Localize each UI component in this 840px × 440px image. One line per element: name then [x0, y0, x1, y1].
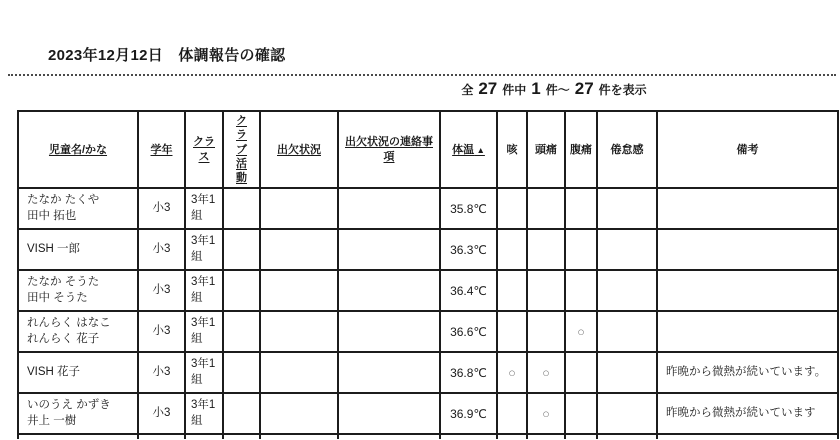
student-name: 田中 拓也: [27, 209, 77, 222]
column-header-headache: [527, 111, 565, 188]
record-count-summary: [398, 79, 710, 99]
page-title: 2023年12月12日 体調報告の確認: [48, 47, 286, 64]
table-header-row: [18, 111, 838, 188]
sort-ascending-icon: ▲: [474, 144, 485, 155]
student-name-cell: [18, 311, 138, 352]
column-label-headache: 頭痛: [535, 143, 557, 156]
class-cell: 3年1組: [185, 352, 223, 393]
stomachache-mark-cell: [565, 393, 597, 434]
summary-suffix: 件を表示: [598, 83, 647, 97]
attendance-cell: [260, 188, 338, 229]
cutoff-cell: [440, 434, 497, 439]
column-label-fatigue: 倦怠感: [610, 143, 644, 156]
column-label-club: クラブ活動: [236, 115, 247, 185]
remarks-cell: [657, 188, 838, 229]
cutoff-cell: [497, 434, 527, 439]
class-cell: 3年1組: [185, 229, 223, 270]
remarks-cell: [657, 229, 838, 270]
class-cell: 3年1組: [185, 393, 223, 434]
cutoff-cell: [657, 434, 838, 439]
column-label-name: 児童名/かな: [48, 143, 108, 156]
student-name-cell: [18, 352, 138, 393]
temperature-cell: 36.8℃: [440, 352, 497, 393]
cutoff-cell: [338, 434, 440, 439]
divider-dotted-line: [8, 74, 836, 76]
grade-cell: 小3: [138, 311, 185, 352]
column-label-stomachache: 腹痛: [570, 143, 592, 156]
student-kana: たなか そうた: [27, 276, 100, 289]
class-cell: 3年1組: [185, 270, 223, 311]
headache-mark-cell: [527, 188, 565, 229]
attendance-note-cell: [338, 188, 440, 229]
student-name-cell: [18, 188, 138, 229]
student-name: れんらく 花子: [27, 332, 100, 345]
class-cell: 3年1組: [185, 311, 223, 352]
attendance-note-cell: [338, 352, 440, 393]
table-row: [18, 393, 838, 434]
column-label-attendance_note: 出欠状況の連絡事項: [345, 136, 433, 163]
temperature-cell: 36.4℃: [440, 270, 497, 311]
temperature-cell: 36.9℃: [440, 393, 497, 434]
table-row: [18, 270, 838, 311]
column-label-attendance: 出欠状況: [277, 143, 321, 156]
student-name-cell: [18, 393, 138, 434]
column-header-temperature[interactable]: [440, 111, 497, 188]
temperature-cell: 36.3℃: [440, 229, 497, 270]
table-row: [18, 311, 838, 352]
column-header-fatigue: [597, 111, 657, 188]
headache-mark-cell: [527, 270, 565, 311]
club-cell: [223, 229, 260, 270]
summary-unit-total: 件中: [502, 83, 527, 97]
summary-from-count: 1: [531, 79, 541, 98]
headache-mark-cell: [527, 311, 565, 352]
fatigue-mark-cell: [597, 393, 657, 434]
summary-total-count: 27: [478, 79, 498, 98]
column-header-attendance_note[interactable]: [338, 111, 440, 188]
attendance-note-cell: [338, 311, 440, 352]
headache-mark-cell: ○: [527, 393, 565, 434]
headache-mark-cell: ○: [527, 352, 565, 393]
column-label-remarks: 備考: [736, 143, 759, 156]
column-header-name[interactable]: [18, 111, 138, 188]
student-name: 井上 一樹: [27, 414, 77, 427]
cough-mark-cell: [497, 311, 527, 352]
column-label-grade: 学年: [150, 143, 173, 156]
attendance-cell: [260, 393, 338, 434]
cutoff-cell: [597, 434, 657, 439]
summary-prefix: 全: [461, 83, 474, 97]
student-name-cell: [18, 270, 138, 311]
remarks-cell: 昨晩から微熱が続いています: [657, 393, 838, 434]
temperature-cell: 36.6℃: [440, 311, 497, 352]
grade-cell: 小3: [138, 270, 185, 311]
attendance-cell: [260, 352, 338, 393]
cutoff-row: [18, 434, 838, 439]
student-kana: いのうえ かずき: [27, 399, 111, 412]
cough-mark-cell: [497, 393, 527, 434]
stomachache-mark-cell: [565, 188, 597, 229]
grade-cell: 小3: [138, 188, 185, 229]
table-row: [18, 352, 838, 393]
cutoff-cell: [527, 434, 565, 439]
stomachache-mark-cell: [565, 270, 597, 311]
remarks-cell: [657, 270, 838, 311]
fatigue-mark-cell: [597, 311, 657, 352]
fatigue-mark-cell: [597, 229, 657, 270]
attendance-cell: [260, 270, 338, 311]
fatigue-mark-cell: [597, 270, 657, 311]
column-label-class: クラス: [193, 136, 215, 163]
cutoff-cell: [260, 434, 338, 439]
headache-mark-cell: [527, 229, 565, 270]
student-kana: たなか たくや: [27, 194, 100, 207]
club-cell: [223, 270, 260, 311]
student-kana: れんらく はなこ: [27, 317, 111, 330]
cutoff-cell: [185, 434, 223, 439]
summary-to-count: 27: [574, 79, 594, 98]
health-report-table: [17, 110, 839, 439]
column-header-attendance[interactable]: [260, 111, 338, 188]
student-name: VISH 花子: [27, 366, 81, 379]
stomachache-mark-cell: ○: [565, 311, 597, 352]
grade-cell: 小3: [138, 229, 185, 270]
cutoff-cell: [223, 434, 260, 439]
column-label-temperature: 体温 ▲: [452, 143, 485, 156]
summary-unit-from: 件～: [545, 83, 570, 97]
table-row: [18, 188, 838, 229]
temperature-cell: 35.8℃: [440, 188, 497, 229]
attendance-note-cell: [338, 270, 440, 311]
cough-mark-cell: ○: [497, 352, 527, 393]
column-label-cough: 咳: [506, 143, 518, 156]
grade-cell: 小3: [138, 393, 185, 434]
club-cell: [223, 393, 260, 434]
cutoff-cell: [565, 434, 597, 439]
grade-cell: 小3: [138, 352, 185, 393]
cough-mark-cell: [497, 188, 527, 229]
attendance-note-cell: [338, 229, 440, 270]
stomachache-mark-cell: [565, 352, 597, 393]
cutoff-cell: [18, 434, 138, 439]
column-header-stomachache: [565, 111, 597, 188]
class-cell: 3年1組: [185, 188, 223, 229]
cough-mark-cell: [497, 229, 527, 270]
attendance-note-cell: [338, 393, 440, 434]
student-name-cell: [18, 229, 138, 270]
remarks-cell: 昨晩から微熱が続いています。: [657, 352, 838, 393]
club-cell: [223, 352, 260, 393]
column-header-club[interactable]: [223, 111, 260, 188]
cutoff-cell: [138, 434, 185, 439]
remarks-cell: [657, 311, 838, 352]
attendance-cell: [260, 229, 338, 270]
column-header-class[interactable]: [185, 111, 223, 188]
attendance-cell: [260, 311, 338, 352]
column-header-cough: [497, 111, 527, 188]
student-name: 田中 そうた: [27, 291, 88, 304]
column-header-remarks: [657, 111, 838, 188]
cough-mark-cell: [497, 270, 527, 311]
stomachache-mark-cell: [565, 229, 597, 270]
fatigue-mark-cell: [597, 188, 657, 229]
table-row: [18, 229, 838, 270]
club-cell: [223, 188, 260, 229]
club-cell: [223, 311, 260, 352]
column-header-grade[interactable]: [138, 111, 185, 188]
student-name: VISH 一郎: [27, 243, 81, 256]
fatigue-mark-cell: [597, 352, 657, 393]
